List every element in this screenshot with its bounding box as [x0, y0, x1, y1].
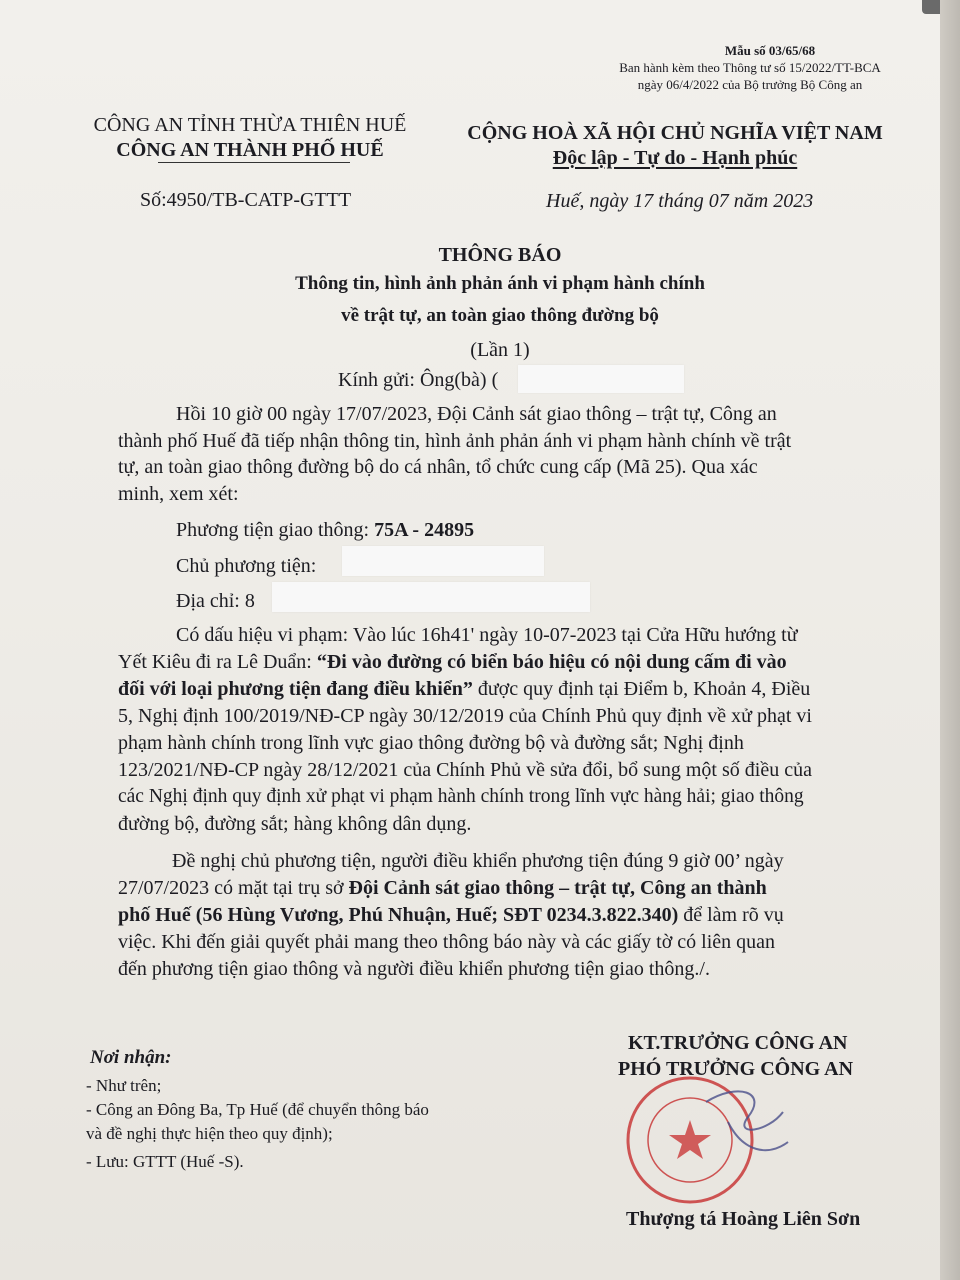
notice-title: THÔNG BÁO	[438, 244, 562, 266]
violation-quote-1: “Đi vào đường có biển báo hiệu có nội dung cấm đi vào	[316, 651, 787, 673]
official-seal-stamp	[618, 1062, 798, 1212]
form-number: Mẫu số 03/65/68	[724, 43, 816, 58]
owner-label: Chủ phương tiện:	[176, 555, 317, 577]
nation-title: CỘNG HOÀ XÃ HỘI CHỦ NGHĨA VIỆT NAM	[467, 122, 883, 144]
recipients-heading: Nơi nhận:	[90, 1047, 172, 1068]
form-issued-by: Ban hành kèm theo Thông tư số 15/2022/TT-BCA	[619, 60, 881, 75]
recipient-item-4: - Lưu: GTTT (Huế -S).	[86, 1152, 244, 1171]
violation-line-8: đường bộ, đường sắt; hàng không dân dụng.	[118, 813, 472, 835]
notice-attempt: (Lần 1)	[470, 339, 530, 361]
violation-location: Yết Kiêu đi ra Lê Duẩn:	[118, 651, 317, 673]
page-edge-shadow	[940, 0, 960, 1280]
redacted-recipient-name	[518, 365, 684, 393]
notice-subtitle-2: về trật tự, an toàn giao thông đường bộ	[341, 305, 659, 326]
agency-name: CÔNG AN THÀNH PHỐ HUẾ	[116, 139, 384, 161]
national-motto: Độc lập - Tự do - Hạnh phúc	[552, 147, 798, 169]
place-date: Huế, ngày 17 tháng 07 năm 2023	[546, 190, 814, 212]
intro-line-3: tự, an toàn giao thông đường bộ do cá nhân, tổ chức cung cấp (Mã 25). Qua xác	[118, 456, 758, 478]
request-line-4: việc. Khi đến giải quyết phải mang theo thông báo này và các giấy tờ có liên quan	[118, 931, 776, 953]
agency-parent: CÔNG AN TỈNH THỪA THIÊN HUẾ	[93, 114, 407, 136]
signature-line-1: KT.TRƯỞNG CÔNG AN	[628, 1032, 848, 1054]
violation-line-7: các Nghị định quy định xử phạt vi phạm hành chính trong lĩnh vực hàng hải; giao thông	[118, 786, 804, 807]
violation-legal-ref: được quy định tại Điểm b, Khoản 4, Điều	[472, 678, 811, 700]
agency-underline	[158, 162, 350, 163]
corner-clip	[922, 0, 940, 14]
form-issued-date: ngày 06/4/2022 của Bộ trưởng Bộ Công an	[637, 77, 863, 92]
document-number: Số:4950/TB-CATP-GTTT	[140, 189, 352, 211]
violation-line-6: 123/2021/NĐ-CP ngày 28/12/2021 của Chính Phủ về sửa đổi, bổ sung một số điều của	[118, 759, 812, 781]
intro-line-2: thành phố Huế đã tiếp nhận thông tin, hình ảnh phản ánh vi phạm hành chính về trật	[118, 430, 792, 452]
notice-subtitle-1: Thông tin, hình ảnh phản ánh vi phạm hành chính	[295, 273, 705, 294]
request-line-5: đến phương tiện giao thông và người điều khiển phương tiện giao thông./.	[118, 958, 710, 980]
redacted-owner-name	[342, 546, 544, 576]
recipient-item-1: - Như trên;	[86, 1076, 162, 1095]
violation-line-4: 5, Nghị định 100/2019/NĐ-CP ngày 30/12/2019 của Chính Phủ quy định về xử phạt vi	[118, 705, 812, 727]
request-date: 27/07/2023 có mặt tại trụ sở	[118, 877, 349, 899]
signer-name: Thượng tá Hoàng Liên Sơn	[626, 1208, 861, 1230]
form-code-block	[560, 42, 940, 93]
recipient-item-2: - Công an Đông Ba, Tp Huế (để chuyển thông báo	[86, 1100, 429, 1119]
address-label: Địa chỉ: 8	[176, 590, 255, 612]
recipient-item-3: và đề nghị thực hiện theo quy định);	[86, 1124, 333, 1143]
redacted-address	[272, 582, 590, 612]
vehicle-label: Phương tiện giao thông:	[176, 519, 375, 541]
vehicle-plate: 75A - 24895	[374, 519, 475, 541]
recipient-line: Kính gửi: Ông(bà) (	[338, 369, 499, 391]
request-line-1: Đề nghị chủ phương tiện, người điều khiển phương tiện đúng 9 giờ 00’ ngày	[172, 850, 784, 872]
intro-line-1: Hồi 10 giờ 00 ngày 17/07/2023, Đội Cảnh sát giao thông – trật tự, Công an	[176, 403, 777, 425]
request-office-1: Đội Cảnh sát giao thông – trật tự, Công an thành	[348, 877, 767, 899]
violation-line-1: Có dấu hiệu vi phạm: Vào lúc 16h41' ngày 10-07-2023 tại Cửa Hữu hướng từ	[176, 624, 798, 646]
request-purpose: để làm rõ vụ	[678, 904, 784, 926]
request-office-2: phố Huế (56 Hùng Vương, Phú Nhuận, Huế; SĐT 0234.3.822.340)	[118, 904, 679, 926]
violation-quote-2: đối với loại phương tiện đang điều khiển”	[118, 678, 473, 700]
intro-line-4: minh, xem xét:	[118, 483, 239, 505]
signature-line-2: PHÓ TRƯỞNG CÔNG AN	[618, 1058, 854, 1080]
violation-line-5: phạm hành chính trong lĩnh vực giao thông đường bộ và đường sắt; Nghị định	[118, 732, 744, 754]
